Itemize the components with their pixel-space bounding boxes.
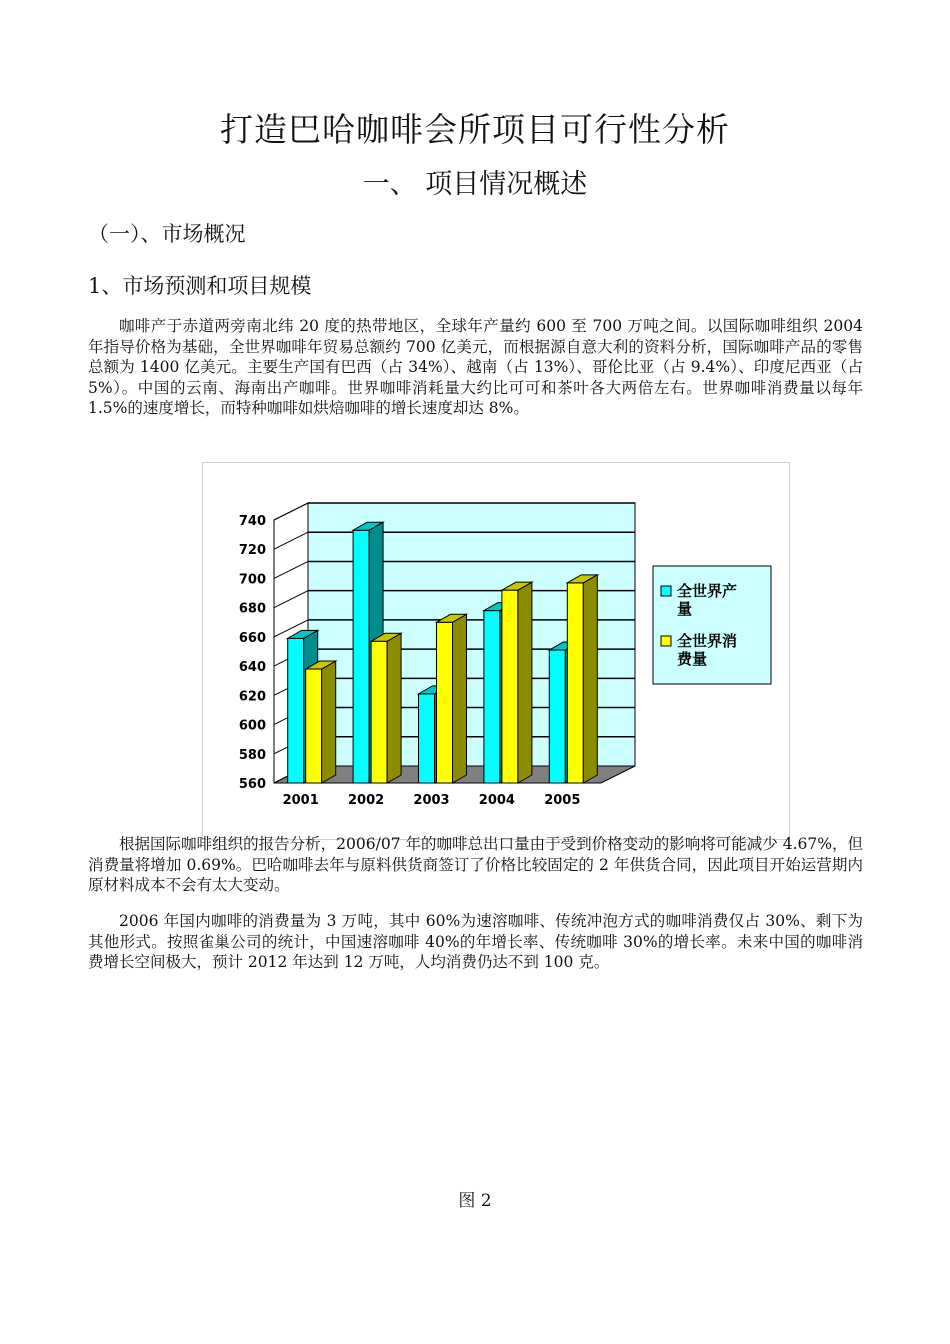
subsubsection-heading: 1、市场预测和项目规模: [88, 274, 312, 298]
section-heading: 一、 项目情况概述: [362, 169, 588, 200]
legend-swatch: [661, 586, 671, 596]
y-tick-label: 560: [238, 777, 266, 792]
paragraph-domestic-consumption: 2006 年国内咖啡的消费量为 3 万吨，其中 60%为速溶咖啡、传统冲泡方式的咖啡消费仅占 30%、剩下为其他形式。按照雀巢公司的统计，中国速溶咖啡 40%的年增长率、传统咖啡 30%的增长率。未来中国的咖啡消费增长空间极大，预计 2012 年达到 12 万吨，人均消费仍达不到 100 克。: [88, 912, 863, 972]
bar: [502, 590, 518, 783]
legend-label: 量: [677, 600, 693, 618]
legend-label: 全世界产: [677, 582, 738, 600]
legend-swatch: [661, 636, 671, 646]
bar-side: [453, 614, 467, 783]
bar-side: [322, 661, 336, 783]
y-tick-label: 580: [238, 747, 266, 763]
chart-canvas: [203, 463, 789, 839]
x-tick-label: 2004: [478, 793, 515, 808]
x-tick-label: 2003: [413, 793, 450, 808]
bar: [437, 622, 453, 783]
x-tick-label: 2005: [544, 793, 581, 808]
bar: [288, 638, 304, 783]
bar: [306, 669, 322, 783]
y-tick-label: 620: [238, 689, 266, 705]
coffee-production-consumption-chart: [202, 462, 790, 840]
y-tick-label: 680: [238, 601, 266, 617]
document-title: 打造巴哈咖啡会所项目可行性分析: [220, 110, 730, 149]
y-tick-label: 640: [238, 660, 266, 676]
bar: [567, 583, 583, 783]
legend-label: 全世界消: [677, 632, 738, 650]
bar-side: [518, 582, 532, 783]
y-tick-label: 740: [238, 514, 266, 529]
bar: [419, 694, 435, 783]
y-tick-label: 600: [238, 718, 266, 734]
bar-side: [387, 633, 401, 783]
bar: [484, 611, 500, 783]
paragraph-market-overview: 咖啡产于赤道两旁南北纬 20 度的热带地区，全球年产量约 600 至 700 万吨之间。以国际咖啡组织 2004 年指导价格为基础，全世界咖啡年贸易总额约 700 亿美元，而根据源自意大利的资料分析，国际咖啡产品的零售总额为 1400 亿美元。主要生产国有巴西（占 34%）、越南（占 13%）、哥伦比亚（占 9.4%）、印度尼西亚（占 5%）。中国的云南、海南出产咖啡。世界咖啡消耗量大约比可可和茶叶各大两倍左右。世界咖啡消费量以每年 1.5%的速度增长，而特种咖啡如烘焙咖啡的增长速度却达 8%。: [88, 317, 863, 418]
bar-side: [583, 575, 597, 783]
y-tick-label: 700: [238, 572, 266, 588]
x-tick-label: 2002: [348, 793, 385, 808]
bar: [353, 530, 369, 783]
figure-caption: 图 2: [458, 1191, 492, 1211]
subsection-heading: （一）、市场概况: [88, 222, 246, 246]
legend-label: 费量: [677, 650, 708, 668]
bar: [549, 650, 565, 783]
y-tick-label: 660: [238, 630, 266, 646]
paragraph-export-forecast: 根据国际咖啡组织的报告分析，2006/07 年的咖啡总出口量由于受到价格变动的影响将可能减少 4.67%，但消费量将增加 0.69%。巴哈咖啡去年与原料供货商签订了价格比较固定的 2 年供货合同，因此项目开始运营期内原材料成本不会有太大变动。: [88, 835, 863, 895]
bar: [371, 641, 387, 783]
x-tick-label: 2001: [282, 793, 319, 808]
y-tick-label: 720: [238, 543, 266, 559]
